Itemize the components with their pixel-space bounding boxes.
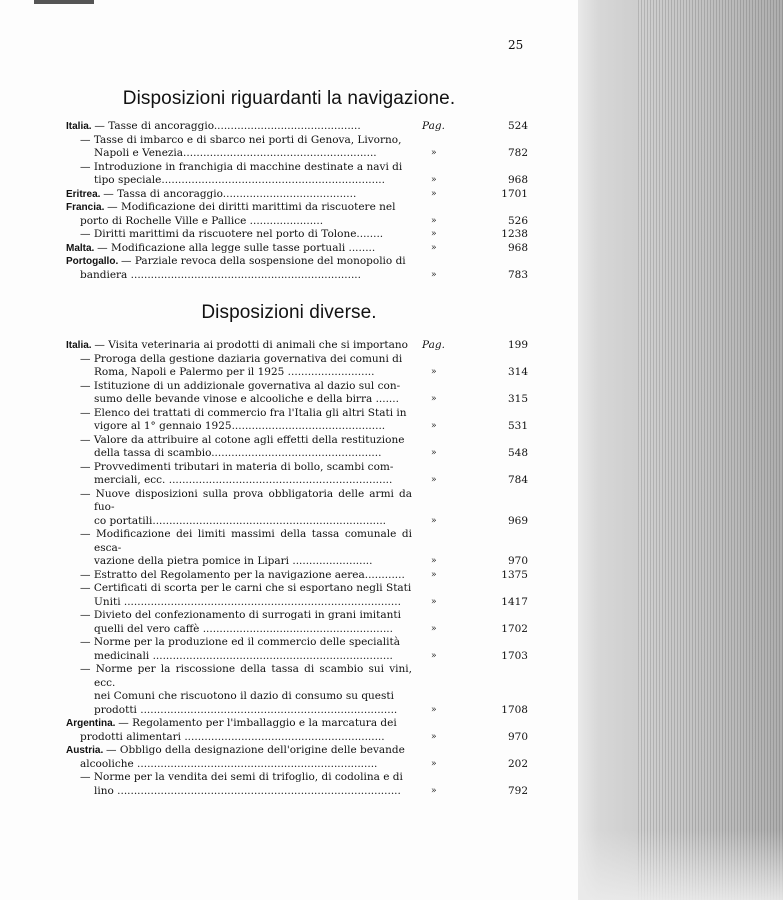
- ditto-mark: »: [431, 731, 437, 742]
- entry-line: — Provvedimenti tributari in materia di bollo, scambi com-: [80, 460, 394, 473]
- index-entry: [0, 188, 578, 202]
- entry-line: — Norme per la vendita dei semi di trifoglio, di codolina e di: [80, 771, 403, 783]
- entry-line: tipo speciale...................................................................: [94, 174, 385, 186]
- index-entry: [0, 407, 578, 434]
- ditto-mark: »: [431, 623, 437, 634]
- entry-text: [66, 188, 412, 202]
- entry-line: — Modificazione dei limiti massimi della tassa comunale di esca-: [80, 528, 412, 554]
- entry-text: [80, 663, 412, 717]
- ditto-mark: »: [431, 215, 437, 226]
- entry-line-text: — Obbligo della designazione dell'origine delle bevande: [106, 744, 405, 756]
- ditto-mark: »: [431, 448, 437, 458]
- index-entry: [0, 609, 578, 636]
- ditto-mark: »: [431, 421, 437, 431]
- index-entry: [0, 528, 578, 569]
- ditto-mark: »: [431, 269, 437, 280]
- page-ref-number: 1375: [501, 568, 528, 581]
- ditto-mark: »: [431, 556, 437, 566]
- entry-text: [80, 433, 412, 461]
- index-entry: [0, 242, 578, 256]
- entry-line: — Valore da attribuire al cotone agli effetti della restituzione: [80, 433, 405, 446]
- page-ref-number: 782: [507, 147, 528, 159]
- diverse-entries: [0, 339, 578, 798]
- entry-line: porto di Rochelle Ville e Pallice ......................: [80, 214, 324, 227]
- index-entry: [0, 717, 578, 744]
- entry-line: — Elenco dei trattati di commercio fra l'Italia gli altri Stati in: [80, 406, 407, 419]
- entry-line: [66, 188, 412, 202]
- ditto-mark: »: [431, 242, 437, 253]
- entry-text: [80, 487, 412, 529]
- index-entry: [0, 228, 578, 242]
- page-ref-number: 970: [507, 730, 528, 743]
- page-ref-number: 526: [507, 214, 528, 227]
- entry-line: [66, 717, 412, 731]
- entry-line: Napoli e Venezia..........................................................: [94, 147, 377, 159]
- entry-text: [80, 160, 412, 188]
- ditto-mark: »: [431, 785, 437, 796]
- ditto-mark: »: [431, 569, 437, 580]
- entry-line: prodotti alimentari ............................................................: [80, 730, 385, 743]
- entry-text: [80, 609, 412, 636]
- country-label: Italia.: [66, 121, 95, 132]
- country-label: Italia.: [66, 340, 95, 351]
- entry-line-text: — Visita veterinaria ai prodotti di animali che si importano: [94, 339, 408, 351]
- ditto-mark: »: [431, 515, 437, 526]
- entry-line: — Norme per la produzione ed il commercio delle specialità: [80, 636, 400, 648]
- page-ref-number: 792: [507, 784, 528, 797]
- entry-line: — Diritti marittimi da riscuotere nel porto di Tolone........: [80, 228, 384, 240]
- page-ref-number: 1703: [501, 649, 528, 662]
- index-entry: [0, 771, 578, 798]
- entry-line: — Istituzione di un addizionale governativa al dazio sul con-: [80, 379, 401, 392]
- index-entry: [0, 161, 578, 188]
- country-label: Francia.: [66, 202, 108, 213]
- entry-line-text: — Modificazione dei diritti marittimi da riscuotere nel: [107, 201, 396, 213]
- entry-text: [80, 228, 412, 242]
- entry-text: [80, 133, 412, 161]
- entry-line: [66, 339, 412, 353]
- ditto-mark: »: [431, 394, 437, 404]
- entry-text: [66, 339, 412, 353]
- entry-line: vigore al 1° gennaio 1925..............................................: [94, 420, 386, 432]
- section-title-navigation: Disposizioni riguardanti la navigazione.: [122, 88, 456, 109]
- ditto-mark: »: [431, 758, 437, 769]
- page-curl: [578, 830, 783, 900]
- entry-line-text: — Regolamento per l'imballaggio e la marcatura dei: [118, 717, 397, 729]
- page-ref-number: 315: [507, 393, 528, 405]
- entry-line: — Introduzione in franchigia di macchine destinate a navi di: [80, 160, 403, 173]
- entry-line: [66, 744, 412, 758]
- index-entry: [0, 380, 578, 407]
- country-label: Austria.: [66, 745, 107, 756]
- entry-line: lino .....................................................................................: [94, 784, 401, 797]
- page-ref-number: 548: [507, 447, 528, 459]
- ditto-mark: »: [431, 704, 437, 715]
- ditto-mark: »: [431, 175, 437, 185]
- section-title-diverse: Disposizioni diverse.: [201, 302, 377, 323]
- page-ref-number: 1417: [501, 595, 528, 608]
- entry-line: — Nuove disposizioni sulla prova obbligatoria delle armi da fuo-: [80, 487, 412, 513]
- entry-line: vazione della pietra pomice in Lipari ........................: [94, 555, 373, 567]
- ditto-mark: »: [431, 188, 437, 199]
- entry-line: Uniti ...................................................................................: [94, 595, 401, 608]
- entry-line-text: — Modificazione alla legge sulle tasse portuali ........: [97, 241, 376, 254]
- entry-line: Roma, Napoli e Palermo per il 1925 ..........................: [94, 366, 375, 378]
- index-entry: [0, 353, 578, 380]
- entry-line: medicinali ........................................................................: [94, 649, 393, 662]
- page-edge-stack: [578, 0, 783, 900]
- index-entry: [0, 569, 578, 583]
- ditto-mark: »: [431, 650, 437, 661]
- entry-line: [66, 201, 412, 215]
- page-ref-number: 783: [507, 268, 528, 281]
- entry-text: [66, 717, 412, 744]
- entry-text: [80, 771, 412, 798]
- page-ref-number: 970: [507, 555, 528, 567]
- index-entry: [0, 201, 578, 228]
- page-ref-number: 531: [507, 420, 528, 432]
- entry-text: [80, 460, 412, 488]
- entry-text: [80, 582, 412, 609]
- page-edge-lines: [638, 0, 783, 900]
- country-label: Portogallo.: [66, 256, 121, 267]
- index-entry: [0, 461, 578, 488]
- entry-text: [80, 406, 412, 434]
- index-entry: [0, 663, 578, 717]
- page-number: 25: [508, 38, 524, 52]
- entry-text: [66, 744, 412, 771]
- ditto-mark: »: [431, 229, 437, 239]
- entry-line: — Divieto del confezionamento di surrogati in grani imitanti: [80, 609, 401, 621]
- page-ref-number: 968: [507, 241, 528, 254]
- entry-text: [80, 636, 412, 663]
- entry-line: — Estratto del Regolamento per la navigazione aerea............: [80, 568, 405, 581]
- index-entry: [0, 744, 578, 771]
- index-entry: [0, 120, 578, 134]
- entry-line-text: — Tassa di ancoraggio........................................: [103, 187, 357, 200]
- entry-text: [66, 120, 412, 134]
- entry-line: — Certificati di scorta per le carni che si esportano negli Stati: [80, 582, 412, 594]
- top-margin-mark: [34, 0, 94, 4]
- entry-line: — Proroga della gestione daziaria governativa dei comuni di: [80, 352, 403, 365]
- entry-text: [80, 352, 412, 380]
- page-ref-number: 969: [507, 514, 528, 527]
- entry-line-text: — Parziale revoca della sospensione del monopolio di: [121, 255, 406, 267]
- entry-line-text: — Tasse di ancoraggio............................................: [94, 120, 361, 132]
- page-ref-number: 524: [507, 120, 528, 132]
- pag-label: Pag.: [422, 339, 445, 351]
- index-entry: [0, 434, 578, 461]
- entry-line: — Norme per la riscossione della tassa di scambio sui vini, ecc.: [80, 663, 412, 689]
- page-ref-number: 1708: [501, 703, 528, 716]
- pag-label: Pag.: [422, 120, 445, 132]
- ditto-mark: »: [431, 596, 437, 607]
- entry-line: alcooliche ........................................................................: [80, 757, 378, 770]
- entry-text: [66, 255, 412, 282]
- page-ref-number: 784: [507, 474, 528, 486]
- entry-line: della tassa di scambio...................................................: [94, 447, 382, 459]
- entry-text: [80, 379, 412, 407]
- index-entry: [0, 582, 578, 609]
- entry-line: [66, 120, 412, 134]
- page-ref-number: 202: [507, 757, 528, 770]
- country-label: Eritrea.: [66, 188, 104, 200]
- entry-line: merciali, ecc. ...................................................................: [94, 474, 393, 486]
- navigation-entries: [0, 120, 578, 282]
- entry-line: nei Comuni che riscuotono il dazio di consumo su questi: [94, 690, 394, 702]
- index-entry: [0, 636, 578, 663]
- entry-text: [66, 201, 412, 228]
- entry-line: quelli del vero caffè .........................................................: [94, 622, 393, 635]
- page-ref-number: 199: [507, 339, 528, 351]
- country-label: Malta.: [66, 242, 98, 254]
- page-ref-number: 1702: [501, 622, 528, 635]
- entry-line: prodotti .............................................................................: [94, 703, 398, 716]
- page-ref-number: 314: [507, 366, 528, 378]
- entry-text: [80, 528, 412, 569]
- index-entry: [0, 488, 578, 529]
- entry-line: co portatili......................................................................: [94, 514, 387, 527]
- page-ref-number: 1701: [501, 187, 528, 200]
- index-entry: [0, 339, 578, 353]
- entry-line: — Tasse di imbarco e di sbarco nei porti di Genova, Livorno,: [80, 133, 402, 146]
- ditto-mark: »: [431, 475, 437, 485]
- ditto-mark: »: [431, 367, 437, 377]
- entry-line: bandiera .....................................................................: [80, 268, 361, 281]
- entry-text: [66, 242, 412, 256]
- entry-line: [66, 242, 412, 256]
- entry-text: [80, 568, 412, 583]
- page-ref-number: 968: [507, 174, 528, 186]
- country-label: Argentina.: [66, 718, 119, 729]
- index-entry: [0, 134, 578, 161]
- entry-line: sumo delle bevande vinose e alcooliche e della birra .......: [94, 393, 399, 405]
- ditto-mark: »: [431, 148, 437, 158]
- page-ref-number: 1238: [501, 228, 528, 240]
- index-entry: [0, 255, 578, 282]
- entry-line: [66, 255, 412, 269]
